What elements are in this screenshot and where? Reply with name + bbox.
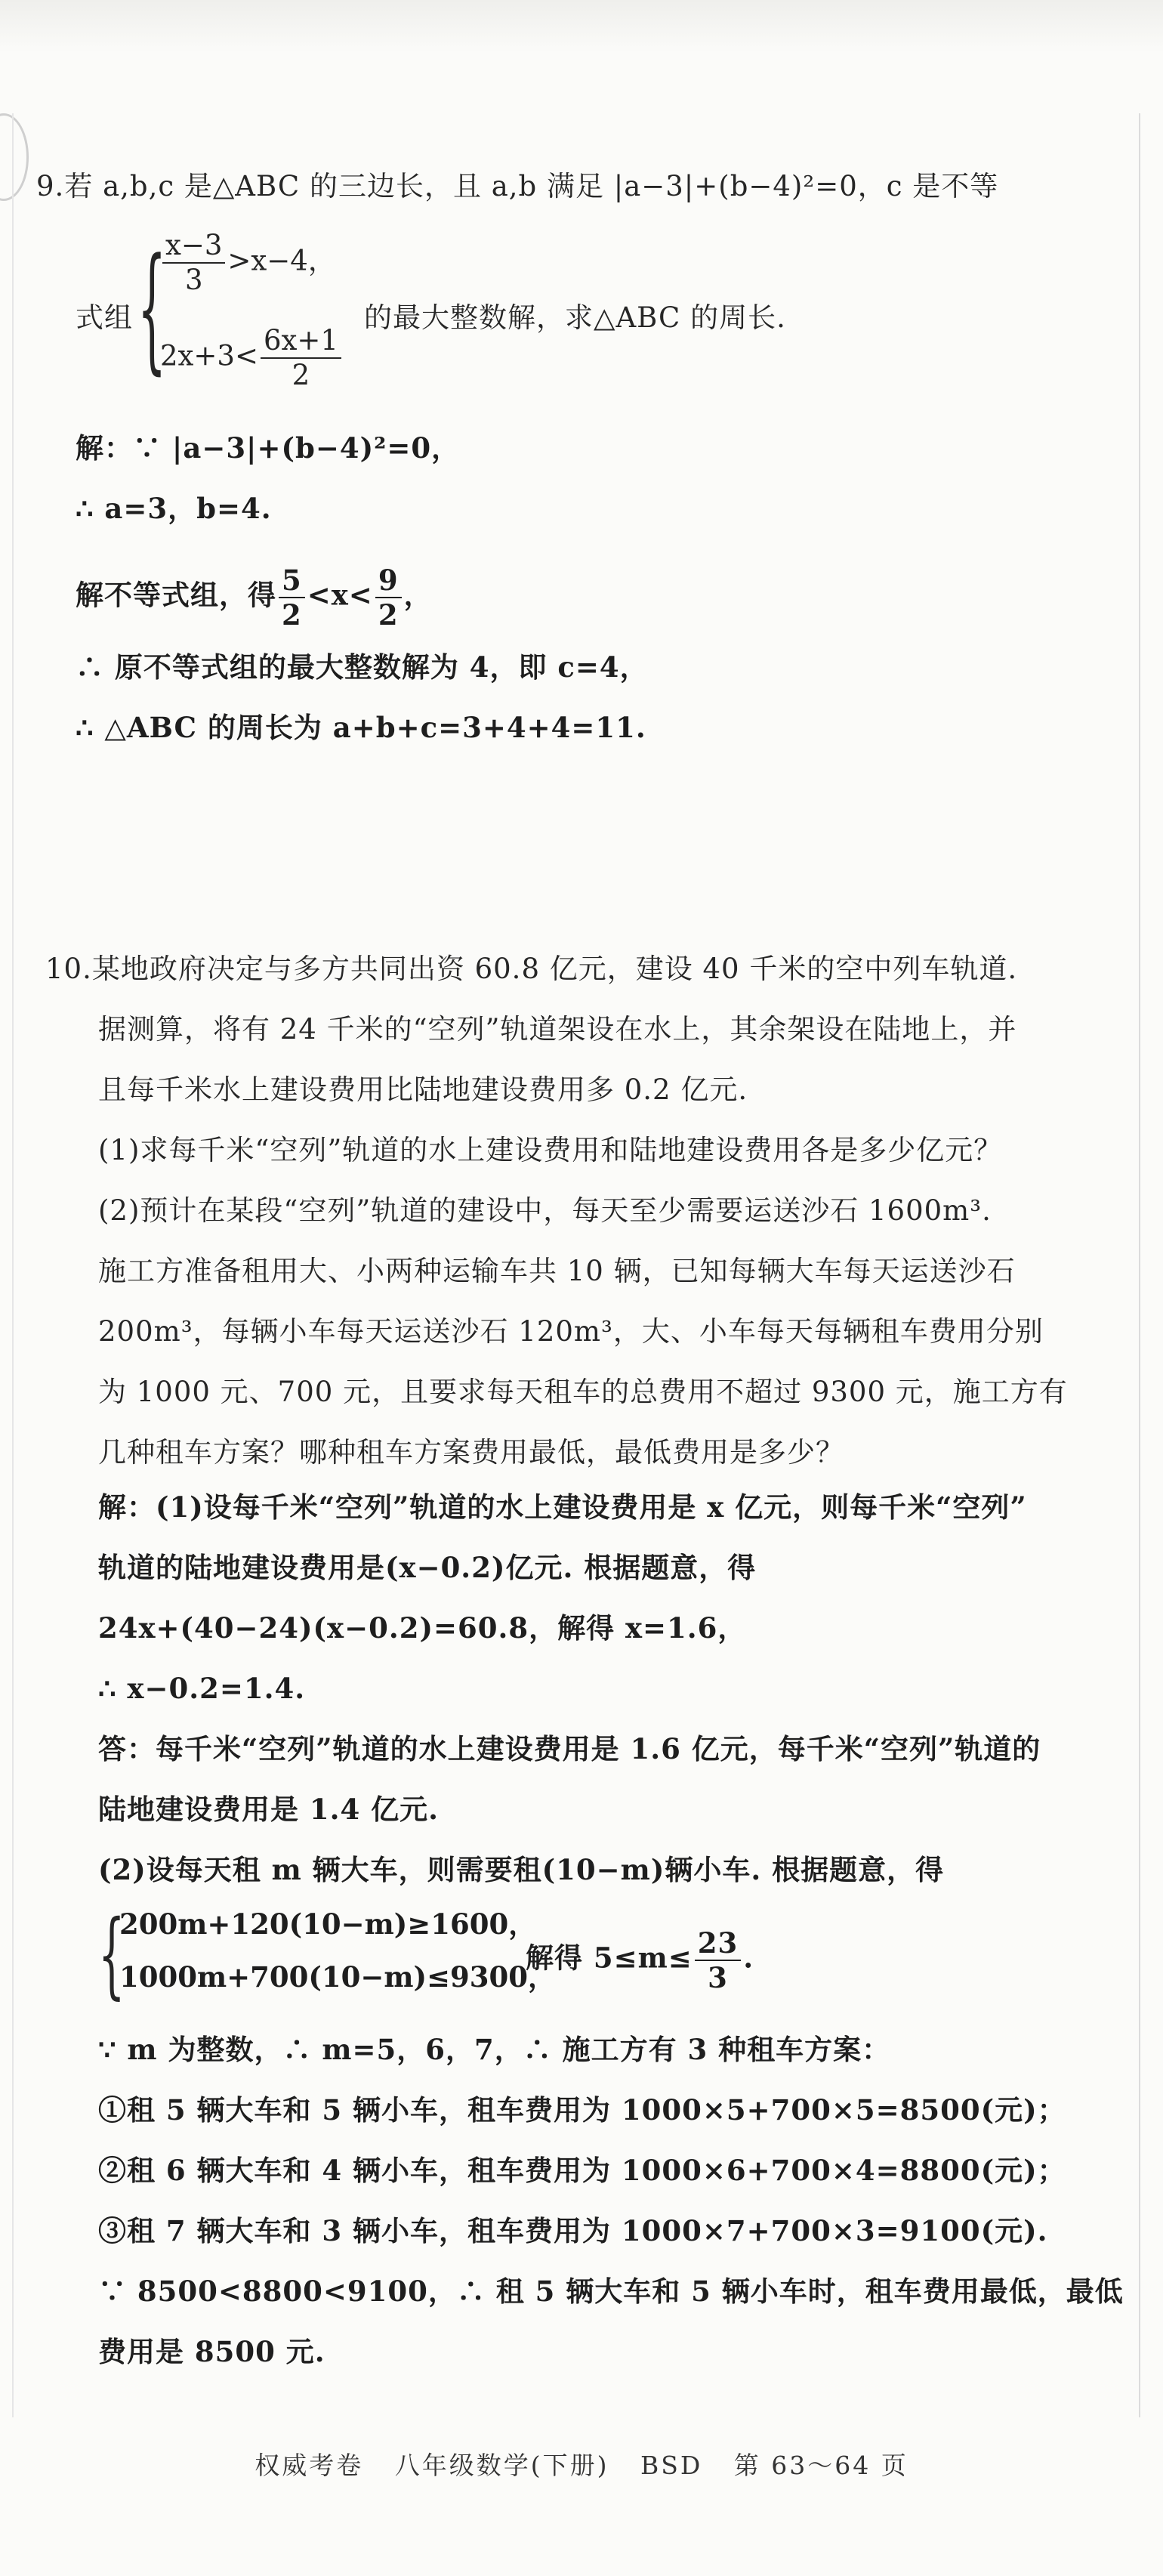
left-margin-rule [12, 113, 14, 2417]
q10-stem-line3: 且每千米水上建设费用比陆地建设费用多 0.2 亿元. [98, 1073, 748, 1106]
fraction: $\frac{x-3}{3}$ [162, 230, 225, 295]
q9-number: 9. [36, 170, 65, 202]
q9-inequality-1: $\frac{x-3}{3}$ >x−4， [160, 230, 336, 295]
q9-stem-prefix: 式组 [76, 301, 133, 334]
q10-conclusion-line2: 费用是 8500 元. [98, 2335, 325, 2368]
fraction: $\frac{9}{2}$ [375, 565, 402, 630]
q10-plan-2: ②租 6 辆大车和 4 辆小车，租车费用为 1000×6+700×4=8800(元)； [98, 2154, 1066, 2187]
q10-part2-solution-line1: (2)设每天租 m 辆大车，则需要租(10−m)辆小车. 根据题意，得 [98, 1853, 945, 1886]
q9-stem-line1: 9.若 a,b,c 是△ABC 的三边长，且 a,b 满足 |a−3|+(b−4)²=0，c 是不等 [36, 170, 999, 202]
right-margin-rule [1139, 113, 1140, 2417]
left-brace-icon: { [98, 1902, 125, 2010]
q9-solution-step5: ∴ △ABC 的周长为 a+b+c=3+4+4=11. [76, 711, 646, 744]
fraction: $\frac{23}{3}$ [695, 1928, 742, 1993]
q10-plan-1: ①租 5 辆大车和 5 辆小车，租车费用为 1000×5+700×5=8500(元)； [98, 2093, 1066, 2127]
q10-integer-note: ∵ m 为整数，∴ m=5，6，7，∴ 施工方有 3 种租车方案： [98, 2033, 891, 2066]
footer-subject: 八年级数学(下册) [394, 2451, 609, 2480]
footer-pages: 第 63～64 页 [733, 2451, 908, 2480]
q10-system-result: 解得 5≤m≤ $\frac{23}{3}$ . [526, 1926, 754, 1994]
q9-stem-suffix: 的最大整数解，求△ABC 的周长. [364, 301, 786, 334]
q10-part2-question-line3: 200m³，每辆小车每天运送沙石 120m³，大、小车每天每辆租车费用分别 [98, 1315, 1044, 1348]
scan-edge-shade [0, 0, 1163, 53]
q10-stem-line1: 10.某地政府决定与多方共同出资 60.8 亿元，建设 40 千米的空中列车轨道. [45, 953, 1018, 985]
q10-plan-3: ③租 7 辆大车和 3 辆小车，租车费用为 1000×7+700×3=9100(元). [98, 2214, 1048, 2247]
q10-inequality-2: 1000m+700(10−m)≤9300， [119, 1960, 556, 1994]
left-brace-icon: { [137, 230, 167, 389]
q10-part2-question-line2: 施工方准备租用大、小两种运输车共 10 辆，已知每辆大车每天运送沙石 [98, 1255, 1016, 1287]
footer-edition: BSD [640, 2451, 703, 2480]
fraction: $\frac{5}{2}$ [279, 565, 305, 630]
q9-solution-step3: 解不等式组，得 $\frac{5}{2}$ <x< $\frac{9}{2}$ ， [76, 564, 433, 632]
fraction: $\frac{6x+1}{2}$ [261, 326, 341, 391]
binding-hole [0, 113, 29, 201]
q9-solution-step1: 解：∵ |a−3|+(b−4)²=0， [76, 431, 461, 465]
q10-part2-question-line4: 为 1000 元、700 元，且要求每天租车的总费用不超过 9300 元，施工方有 [98, 1376, 1068, 1408]
footer-series: 权威考卷 [255, 2451, 364, 2480]
q9-solution-step4: ∴ 原不等式组的最大整数解为 4，即 c=4， [76, 650, 649, 684]
q10-number: 10. [45, 953, 92, 985]
q9-solution-step2: ∴ a=3，b=4. [76, 492, 272, 525]
q10-part2-question-line1: (2)预计在某段“空列”轨道的建设中，每天至少需要运送沙石 1600m³. [98, 1194, 992, 1227]
q10-solution-line1: 解：(1)设每千米“空列”轨道的水上建设费用是 x 亿元，则每千米“空列” [98, 1490, 1027, 1524]
q10-part2-question-line5: 几种租车方案？哪种租车方案费用最低，最低费用是多少？ [98, 1436, 844, 1469]
q10-solution-line3: 24x+(40−24)(x−0.2)=60.8，解得 x=1.6， [98, 1611, 747, 1645]
q10-conclusion-line1: ∵ 8500<8800<9100，∴ 租 5 辆大车和 5 辆小车时，租车费用最低，最低 [98, 2275, 1124, 2308]
q10-solution-line2: 轨道的陆地建设费用是(x−0.2)亿元. 根据题意，得 [98, 1551, 757, 1584]
q10-answer-line1: 答：每千米“空列”轨道的水上建设费用是 1.6 亿元，每千米“空列”轨道的 [98, 1732, 1041, 1765]
page-footer [0, 2446, 1163, 2482]
q9-inequality-2: 2x+3< $\frac{6x+1}{2}$ [160, 326, 344, 391]
q10-part1-question: (1)求每千米“空列”轨道的水上建设费用和陆地建设费用各是多少亿元？ [98, 1134, 1003, 1166]
q10-stem-line2: 据测算，将有 24 千米的“空列”轨道架设在水上，其余架设在陆地上，并 [98, 1013, 1017, 1046]
q10-inequality-1: 200m+120(10−m)≥1600， [119, 1907, 537, 1941]
q10-solution-line4: ∴ x−0.2=1.4. [98, 1672, 306, 1705]
q10-answer-line2: 陆地建设费用是 1.4 亿元. [98, 1793, 440, 1826]
